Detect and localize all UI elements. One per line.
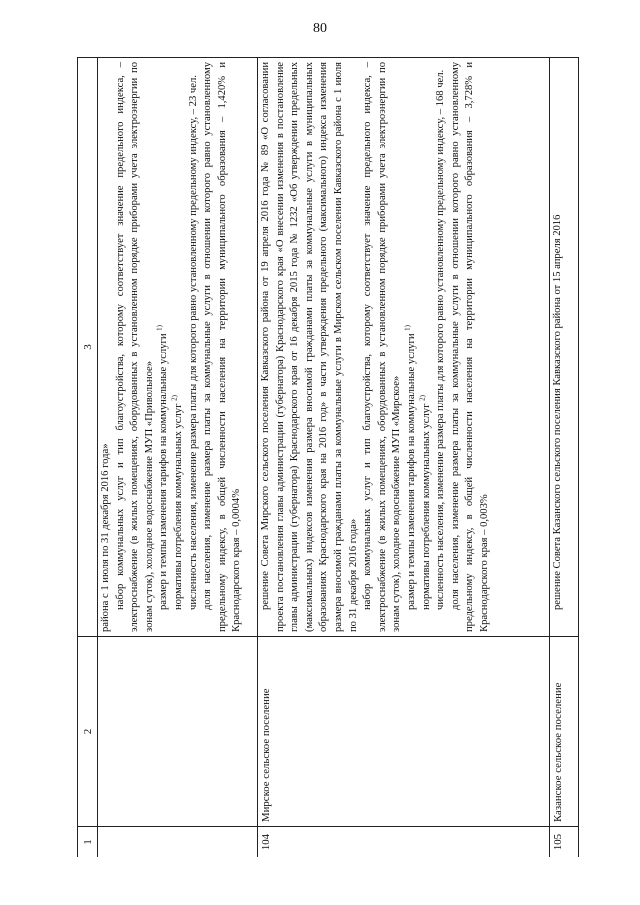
footnote-mark: 1): [155, 325, 164, 331]
paragraph: решение Совета Казанского сельского поселения Кавказского района от 15 апреля 2016: [552, 214, 563, 610]
settlement-cell: [98, 637, 257, 827]
paragraph: доля населения, изменение размера платы за коммунальные услуги в отношении которого равно установленному предельному индексу, в общей численности населения на территории муниципального образования – 1,420% и Краснодарского края – 0,0004%: [202, 62, 243, 632]
column-header-1: 1: [82, 839, 94, 845]
column-header-3: 3: [78, 57, 97, 637]
paragraph: [420, 62, 435, 632]
paragraph: набор коммунальных услуг и тип благоустройства, которому соответствует значение предельного индекса, – электроснабжение (в жилых помещениях, оборудованных в установленном порядке приборами учета электроэнергии по зонам суток), холодное водоснабжение МУП «Привольное»: [114, 62, 155, 632]
rotated-table-wrapper: [77, 57, 577, 857]
paragraph: численность населения, изменение размера платы для которого равно установленному предельному индексу, – 23 чел.: [187, 75, 199, 610]
description-cell: [550, 57, 578, 637]
paragraph-text: размер и темпы изменения тарифов на коммунальные услуги: [405, 333, 417, 610]
paragraph-text: размер и темпы изменения тарифов на коммунальные услуги: [158, 333, 170, 610]
paragraph-text: нормативы потребления коммунальных услуг: [172, 403, 184, 610]
table-header-row: [78, 57, 98, 857]
paragraph-text: нормативы потребления коммунальных услуг: [420, 403, 432, 610]
paragraph: решение Совета Мирского сельского поселения Кавказского района от 19 апреля 2016 года № 89 «О согласовании проекта постановления главы администрации (губернатора) Краснодарского края «О внесении изменения в постановление главы администрации (губернатора) Краснодарского края от 16 декабря 2015 года № 1232 «Об утверждении предельных (максимальных) индексов изменения размера вносимой гражданами платы за коммунальные услуги в муниципальных образованиях Краснодарского края на 2016 год» в части утверждения предельного (максимального) индекса изменения размера вносимой гражданами платы за коммунальные услуги в Мирском сельском поселении Кавказского района с 1 июля по 31 декабря 2016 года»: [260, 62, 359, 632]
paragraph: [172, 62, 187, 632]
table-row: [550, 57, 578, 857]
paragraph: [157, 62, 172, 632]
table-row: [258, 57, 550, 857]
row-number-cell: [98, 827, 257, 857]
paragraph: доля населения, изменение размера платы за коммунальные услуги в отношении которого равно установленному предельному индексу, в общей численности населения на территории муниципального образования – 3,728% и Краснодарского края – 0,003%: [449, 62, 490, 632]
table-row-continuation: [98, 57, 258, 857]
footnote-mark: 2): [170, 395, 179, 401]
settlement-name: Казанское сельское поселение: [550, 637, 578, 827]
footnote-mark: 2): [418, 395, 426, 401]
page-number: 80: [313, 21, 327, 36]
tariff-table: [77, 57, 579, 857]
description-cell: [258, 57, 549, 637]
paragraph: района с 1 июля по 31 декабря 2016 года»: [100, 443, 111, 632]
settlement-name: Мирское сельское поселение: [258, 637, 549, 827]
paragraph: численность населения, изменение размера платы для которого равно установленному предельному индексу, – 168 чел.: [435, 69, 447, 610]
description-cell: [98, 57, 257, 637]
footnote-mark: 1): [403, 325, 412, 331]
paragraph: набор коммунальных услуг и тип благоустройства, которому соответствует значение предельного индекса, – электроснабжение (в жилых помещениях, оборудованных в установленном порядке приборами учета электроэнергии по зонам суток), холодное водоснабжение МУП «Мирское»: [362, 62, 403, 632]
column-header-2: 2: [78, 637, 97, 827]
row-number: 104: [260, 833, 272, 851]
paragraph: [405, 62, 420, 632]
row-number: 105: [552, 833, 564, 851]
